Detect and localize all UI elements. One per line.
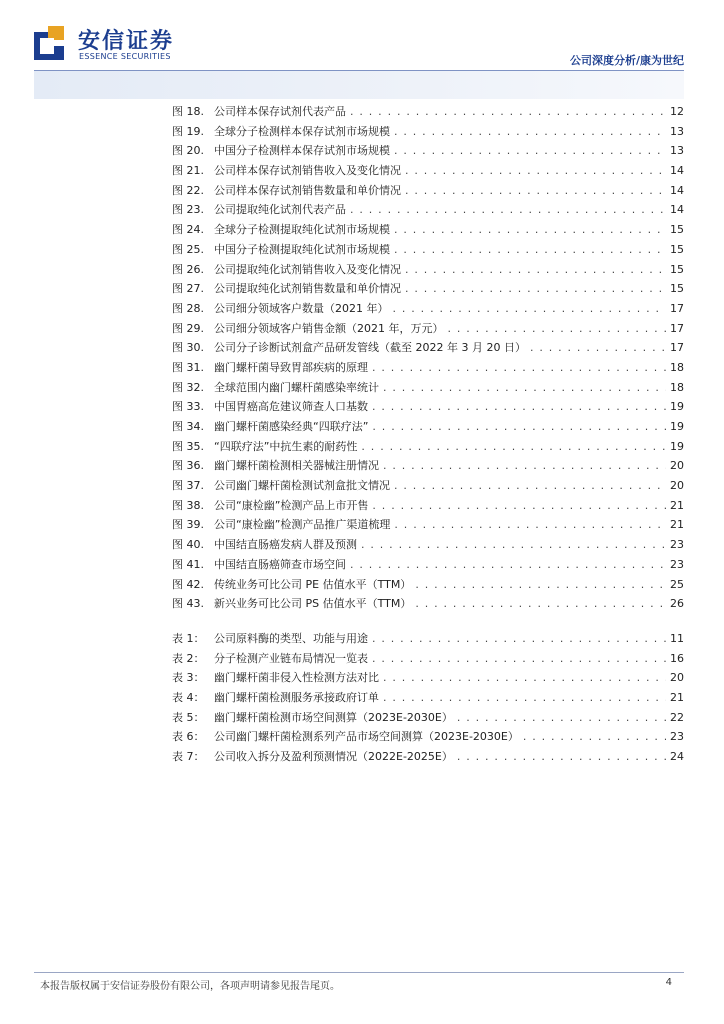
figure-entry-number: 图 33. bbox=[172, 400, 204, 414]
logo-chinese-name: 安信证券 bbox=[78, 29, 175, 54]
company-logo bbox=[34, 22, 214, 64]
figure-entry-title: 公司提取纯化试剂代表产品 bbox=[214, 203, 346, 217]
figure-entry[interactable] bbox=[172, 496, 684, 516]
leader-dots bbox=[457, 747, 666, 767]
figure-entry-page: 17 bbox=[670, 341, 684, 355]
leader-dots bbox=[405, 181, 666, 201]
figure-entry-number: 图 37. bbox=[172, 479, 204, 493]
table-entry-number: 表 2： bbox=[172, 651, 205, 665]
figure-entry-title: 公司提取纯化试剂销售收入及变化情况 bbox=[214, 262, 401, 276]
figure-entry-title: 中国结直肠癌发病人群及预测 bbox=[214, 538, 357, 552]
figure-entry[interactable] bbox=[172, 319, 684, 339]
figure-entry-page: 18 bbox=[670, 360, 684, 374]
figure-entry-number: 图 42. bbox=[172, 577, 204, 591]
table-entry-number: 表 1： bbox=[172, 632, 205, 645]
footer-divider bbox=[34, 972, 684, 973]
table-list bbox=[172, 629, 684, 767]
figure-entry-title: 公司样本保存试剂代表产品 bbox=[214, 105, 346, 118]
figure-entry-number: 图 41. bbox=[172, 557, 204, 571]
leader-dots bbox=[405, 260, 666, 280]
figure-entry-number: 图 34. bbox=[172, 420, 204, 433]
figure-entry-title: 公司提取纯化试剂销售数量和单价情况 bbox=[214, 282, 401, 296]
leader-dots bbox=[372, 397, 666, 417]
figure-entry-page: 17 bbox=[670, 321, 684, 335]
leader-dots bbox=[393, 299, 667, 319]
leader-dots bbox=[394, 515, 666, 535]
figure-entry[interactable] bbox=[172, 220, 684, 240]
figure-entry-title: 全球分子检测样本保存试剂市场规模 bbox=[214, 124, 390, 138]
figure-entry-page: 14 bbox=[670, 164, 684, 178]
figure-entry[interactable] bbox=[172, 181, 684, 201]
table-entry-title: 公司收入拆分及盈利预测情况（2022E-2025E） bbox=[214, 750, 453, 764]
figure-entry-title: 全球范围内幽门螺杆菌感染率统计 bbox=[214, 380, 379, 394]
figure-entry[interactable] bbox=[172, 299, 684, 319]
table-entry-page: 16 bbox=[670, 651, 684, 665]
figure-entry[interactable] bbox=[172, 397, 684, 417]
figure-list bbox=[172, 102, 684, 614]
figure-entry-page: 19 bbox=[670, 439, 684, 453]
figure-entry-title: 公司“康检幽”检测产品推广渠道梳理 bbox=[214, 518, 391, 532]
table-entry-page: 22 bbox=[670, 710, 684, 724]
table-entry-number: 表 6： bbox=[172, 730, 205, 744]
figure-entry[interactable] bbox=[172, 456, 684, 476]
leader-dots bbox=[394, 476, 666, 496]
figure-entry-number: 图 43. bbox=[172, 597, 204, 611]
figure-entry[interactable] bbox=[172, 141, 684, 161]
leader-dots bbox=[350, 102, 666, 122]
figure-entry-page: 17 bbox=[670, 301, 684, 315]
table-entry[interactable] bbox=[172, 688, 684, 708]
figure-entry-title: 中国结直肠癌筛查市场空间 bbox=[214, 557, 346, 571]
leader-dots bbox=[448, 319, 667, 339]
table-entry-page: 24 bbox=[670, 750, 684, 764]
figure-entry-title: 幽门螺杆菌感染经典“四联疗法” bbox=[214, 420, 369, 433]
report-tag: 公司深度分析/康为世纪 bbox=[569, 54, 684, 67]
table-entry-number: 表 3： bbox=[172, 671, 205, 685]
figure-entry-title: 传统业务可比公司 PE 估值水平（TTM） bbox=[214, 577, 412, 591]
figure-entry-number: 图 18. bbox=[172, 105, 204, 118]
figure-entry[interactable] bbox=[172, 378, 684, 398]
figure-entry-page: 26 bbox=[670, 597, 684, 611]
table-entry[interactable] bbox=[172, 668, 684, 688]
figure-entry-page: 25 bbox=[670, 577, 684, 591]
figure-entry-page: 13 bbox=[670, 144, 684, 158]
table-entry-page: 21 bbox=[670, 691, 684, 705]
figure-entry-number: 图 22. bbox=[172, 183, 204, 197]
essence-logo-icon bbox=[34, 26, 64, 60]
figure-entry-page: 13 bbox=[670, 124, 684, 138]
figure-entry-number: 图 26. bbox=[172, 262, 204, 276]
figure-entry-number: 图 19. bbox=[172, 124, 204, 138]
table-entry-number: 表 7： bbox=[172, 750, 205, 764]
figure-entry-number: 图 28. bbox=[172, 301, 204, 315]
figure-entry[interactable] bbox=[172, 535, 684, 555]
leader-dots bbox=[372, 496, 666, 516]
leader-dots bbox=[350, 555, 666, 575]
table-entry[interactable] bbox=[172, 629, 684, 649]
leader-dots bbox=[372, 358, 666, 378]
table-entry[interactable] bbox=[172, 708, 684, 728]
page-number: 4 bbox=[665, 977, 672, 988]
leader-dots bbox=[523, 727, 666, 747]
header-band bbox=[34, 71, 684, 99]
figure-entry-number: 图 30. bbox=[172, 341, 204, 355]
figure-entry-title: 中国胃癌高危建议筛查人口基数 bbox=[214, 400, 368, 414]
figure-entry-title: 公司样本保存试剂销售收入及变化情况 bbox=[214, 164, 401, 178]
figure-entry-title: 公司样本保存试剂销售数量和单价情况 bbox=[214, 183, 401, 197]
leader-dots bbox=[394, 122, 666, 142]
figure-entry-page: 19 bbox=[670, 400, 684, 414]
figure-entry-page: 19 bbox=[670, 420, 684, 433]
figure-entry[interactable] bbox=[172, 358, 684, 378]
figure-entry[interactable] bbox=[172, 515, 684, 535]
figure-entry-title: 中国分子检测提取纯化试剂市场规模 bbox=[214, 242, 390, 256]
table-entry-title: 幽门螺杆菌非侵入性检测方法对比 bbox=[214, 671, 379, 685]
figure-entry[interactable] bbox=[172, 161, 684, 181]
figure-entry[interactable] bbox=[172, 555, 684, 575]
footer-disclaimer: 本报告版权属于安信证券股份有限公司，各项声明请参见报告尾页。 bbox=[40, 981, 340, 992]
figure-entry[interactable] bbox=[172, 122, 684, 142]
leader-dots bbox=[372, 417, 666, 437]
figure-entry[interactable] bbox=[172, 279, 684, 299]
table-entry[interactable] bbox=[172, 727, 684, 747]
figure-entry-title: 公司“康检幽”检测产品上市开售 bbox=[214, 498, 369, 512]
table-entry-title: 分子检测产业链布局情况一览表 bbox=[214, 651, 368, 665]
leader-dots bbox=[394, 240, 666, 260]
leader-dots bbox=[415, 575, 666, 595]
figure-entry-page: 21 bbox=[670, 518, 684, 532]
table-entry-number: 表 5： bbox=[172, 710, 205, 724]
figure-entry-page: 15 bbox=[670, 262, 684, 276]
figure-entry-number: 图 40. bbox=[172, 538, 204, 552]
leader-dots bbox=[405, 161, 666, 181]
table-entry[interactable] bbox=[172, 747, 684, 767]
table-entry-page: 23 bbox=[670, 730, 684, 744]
figure-entry[interactable] bbox=[172, 200, 684, 220]
figure-entry-page: 15 bbox=[670, 282, 684, 296]
figure-entry-title: 全球分子检测提取纯化试剂市场规模 bbox=[214, 223, 390, 237]
figure-entry-title: 公司幽门螺杆菌检测试剂盒批文情况 bbox=[214, 479, 390, 493]
figure-entry-page: 15 bbox=[670, 223, 684, 237]
leader-dots bbox=[372, 629, 666, 649]
figure-entry[interactable] bbox=[172, 476, 684, 496]
figure-entry-page: 23 bbox=[670, 538, 684, 552]
logo-english-name: ESSENCE SECURITIES bbox=[79, 52, 171, 61]
figure-entry-number: 图 24. bbox=[172, 223, 204, 237]
leader-dots bbox=[457, 708, 666, 728]
leader-dots bbox=[405, 279, 666, 299]
figure-entry-number: 图 39. bbox=[172, 518, 204, 532]
leader-dots bbox=[415, 594, 666, 614]
figure-entry[interactable] bbox=[172, 417, 684, 437]
figure-entry-page: 21 bbox=[670, 498, 684, 512]
figure-entry-number: 图 38. bbox=[172, 498, 204, 512]
figure-entry[interactable] bbox=[172, 102, 684, 122]
figure-entry-title: 公司细分领域客户数量（2021 年） bbox=[214, 301, 389, 315]
figure-entry[interactable] bbox=[172, 575, 684, 595]
figure-entry-number: 图 35. bbox=[172, 439, 204, 453]
figure-entry-title: 公司细分领域客户销售金额（2021 年，万元） bbox=[214, 321, 444, 335]
figure-entry-page: 23 bbox=[670, 557, 684, 571]
figure-entry[interactable] bbox=[172, 437, 684, 457]
figure-entry-number: 图 21. bbox=[172, 164, 204, 178]
figure-entry[interactable] bbox=[172, 594, 684, 614]
figure-entry-page: 20 bbox=[670, 479, 684, 493]
leader-dots bbox=[383, 688, 666, 708]
leader-dots bbox=[361, 437, 666, 457]
table-entry-title: 幽门螺杆菌检测服务承接政府订单 bbox=[214, 691, 379, 705]
leader-dots bbox=[394, 220, 666, 240]
table-entry-number: 表 4： bbox=[172, 691, 205, 705]
leader-dots bbox=[383, 456, 666, 476]
leader-dots bbox=[361, 535, 666, 555]
leader-dots bbox=[372, 649, 666, 669]
figure-entry-title: 幽门螺杆菌导致胃部疾病的原理 bbox=[214, 360, 368, 374]
table-entry-title: 幽门螺杆菌检测市场空间测算（2023E-2030E） bbox=[214, 710, 453, 724]
figure-entry-page: 14 bbox=[670, 203, 684, 217]
figure-entry-number: 图 32. bbox=[172, 380, 204, 394]
figure-entry-title: 幽门螺杆菌检测相关器械注册情况 bbox=[214, 459, 379, 473]
leader-dots bbox=[530, 338, 666, 358]
table-entry-title: 公司幽门螺杆菌检测系列产品市场空间测算（2023E-2030E） bbox=[214, 730, 519, 744]
figure-entry-number: 图 25. bbox=[172, 242, 204, 256]
table-entry[interactable] bbox=[172, 649, 684, 669]
table-entry-page: 20 bbox=[670, 671, 684, 685]
figure-entry-page: 12 bbox=[670, 105, 684, 118]
figure-entry-title: 公司分子诊断试剂盒产品研发管线（截至 2022 年 3 月 20 日） bbox=[214, 341, 526, 355]
figure-entry-page: 15 bbox=[670, 242, 684, 256]
leader-dots bbox=[394, 141, 666, 161]
figure-entry-number: 图 36. bbox=[172, 459, 204, 473]
leader-dots bbox=[383, 378, 666, 398]
figure-entry-number: 图 31. bbox=[172, 360, 204, 374]
figure-entry[interactable] bbox=[172, 240, 684, 260]
figure-entry[interactable] bbox=[172, 260, 684, 280]
figure-entry-number: 图 29. bbox=[172, 321, 204, 335]
leader-dots bbox=[383, 668, 666, 688]
figure-entry[interactable] bbox=[172, 338, 684, 358]
figure-entry-title: 新兴业务可比公司 PS 估值水平（TTM） bbox=[214, 597, 412, 611]
figure-entry-number: 图 27. bbox=[172, 282, 204, 296]
leader-dots bbox=[350, 200, 666, 220]
figure-entry-page: 18 bbox=[670, 380, 684, 394]
figure-entry-title: 中国分子检测样本保存试剂市场规模 bbox=[214, 144, 390, 158]
figure-entry-page: 20 bbox=[670, 459, 684, 473]
figure-entry-number: 图 23. bbox=[172, 203, 204, 217]
figure-entry-number: 图 20. bbox=[172, 144, 204, 158]
figure-entry-page: 14 bbox=[670, 183, 684, 197]
table-entry-title: 公司原料酶的类型、功能与用途 bbox=[214, 632, 368, 645]
table-entry-page: 11 bbox=[670, 632, 684, 645]
figure-entry-title: “四联疗法”中抗生素的耐药性 bbox=[214, 439, 358, 453]
